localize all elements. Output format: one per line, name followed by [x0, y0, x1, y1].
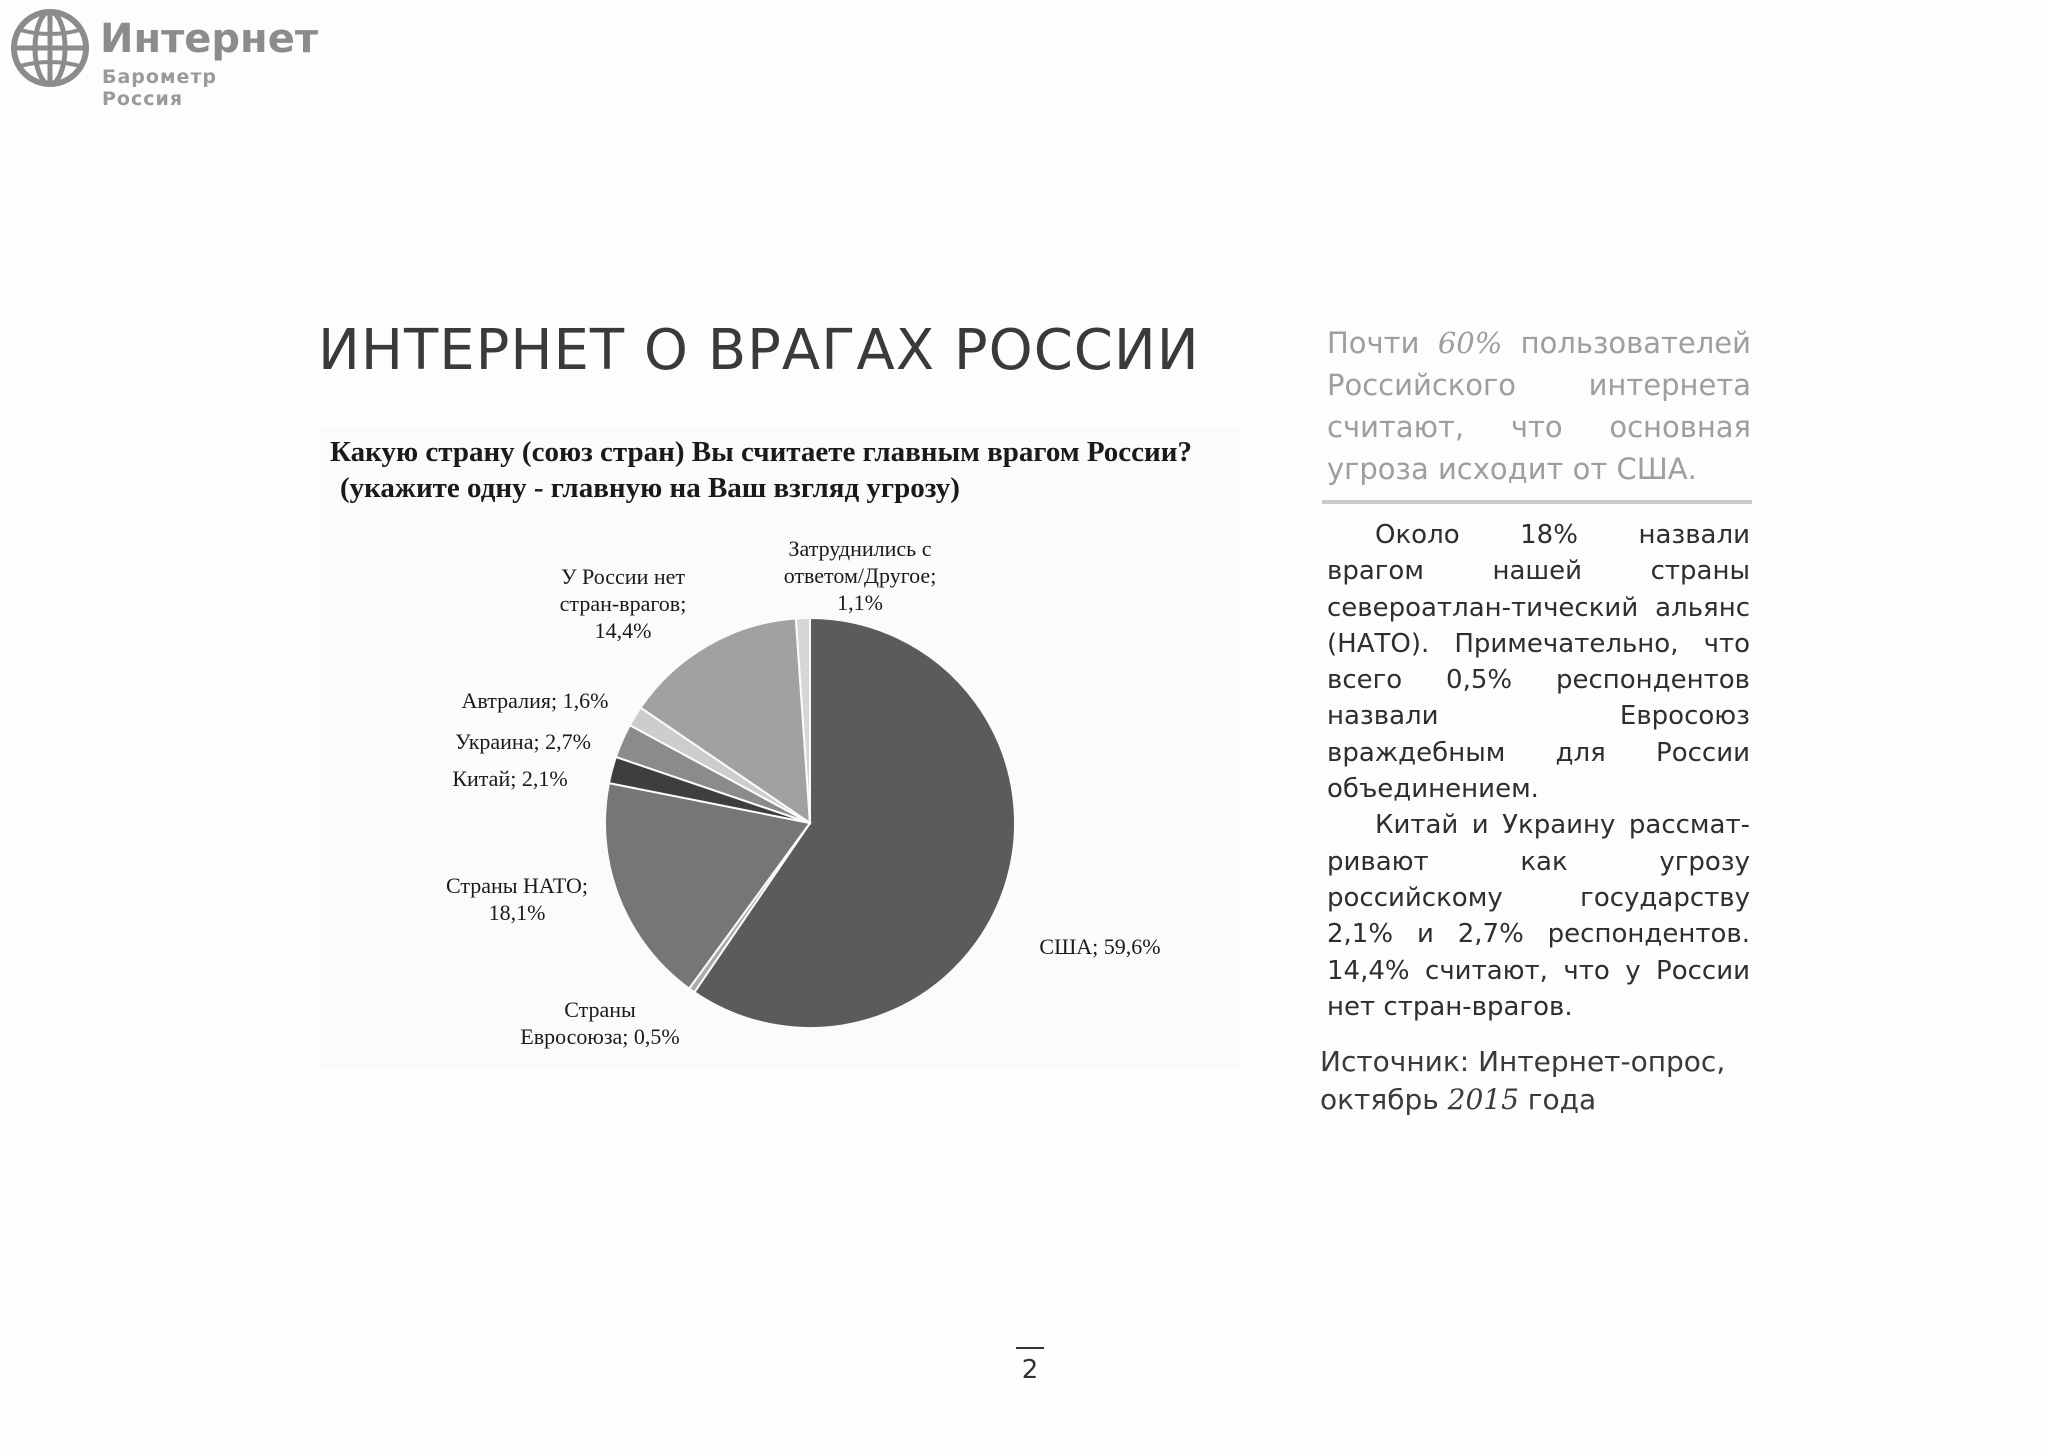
pie-label-line: У России нет	[560, 564, 686, 589]
source-line-2b: года	[1518, 1083, 1597, 1116]
details-paragraph-1: Около 18% назвали врагом нашей страны североатлан-тический альянс (НАТО). Примечательно, что всего 0,5% респондентов назвали Евросоюз враждебным для России объединением.	[1327, 520, 1750, 805]
pie-label-line: Затруднились с	[788, 536, 932, 561]
page-number: 2	[1021, 1355, 1039, 1385]
pie-label-line: стран-врагов;	[559, 591, 687, 616]
pie-label-line: 1,1%	[837, 590, 883, 615]
pie-label-7	[760, 535, 960, 616]
summary-text	[1327, 322, 1751, 490]
pie-label-line: Автралия; 1,6%	[461, 688, 609, 713]
source-note	[1320, 1043, 1760, 1119]
pie-label-line: 14,4%	[594, 618, 652, 643]
divider	[1322, 500, 1752, 504]
page-number-rule	[1016, 1347, 1044, 1349]
details-text	[1327, 517, 1750, 1025]
source-year: 2015	[1447, 1083, 1519, 1116]
summary-part1: Почти	[1327, 326, 1438, 360]
page-title: ИНТЕРНЕТ О ВРАГАХ РОССИИ	[318, 318, 1200, 383]
pie-label-line: ответом/Другое;	[783, 563, 937, 588]
details-paragraph-2: Китай и Украину рассмат-ривают как угрозу российскому государству 2,1% и 2,7% респондентов. 14,4% считают, что у России нет стран-врагов.	[1327, 810, 1750, 1022]
logo-subtitle: Барометр Россия	[102, 66, 217, 110]
pie-label-line: Страны НАТО;	[445, 873, 589, 898]
pie-label-4	[443, 728, 603, 755]
pie-label-line: 18,1%	[488, 900, 546, 925]
pie-label-6	[548, 563, 698, 644]
pie-label-3	[445, 765, 575, 792]
globe-icon	[10, 8, 90, 88]
pie-label-0	[1000, 933, 1200, 960]
chart-title: Какую страну (союз стран) Вы считаете главным врагом России?	[330, 436, 1192, 468]
pie-label-line: Страны	[564, 997, 636, 1022]
pie-label-1	[500, 996, 700, 1050]
chart-subtitle: (укажите одну - главную на Ваш взгляд угрозу)	[340, 472, 960, 504]
summary-highlight: 60%	[1437, 326, 1503, 360]
source-line-2a: октябрь	[1320, 1083, 1448, 1116]
pie-label-5	[450, 687, 620, 714]
brand-logo	[10, 8, 319, 110]
pie-label-2	[432, 872, 602, 926]
pie-label-line: США; 59,6%	[1039, 934, 1161, 959]
source-line-1: Источник: Интернет-опрос,	[1320, 1045, 1726, 1078]
pie-label-line: Евросоюза; 0,5%	[520, 1024, 680, 1049]
logo-title: Интернет	[100, 16, 319, 62]
pie-chart	[320, 428, 1240, 1068]
pie-label-line: Китай; 2,1%	[452, 766, 568, 791]
summary-part2: пользователей Российского интернета считают, что основная угроза исходит от США.	[1327, 326, 1751, 486]
pie-label-line: Украина; 2,7%	[455, 729, 591, 754]
